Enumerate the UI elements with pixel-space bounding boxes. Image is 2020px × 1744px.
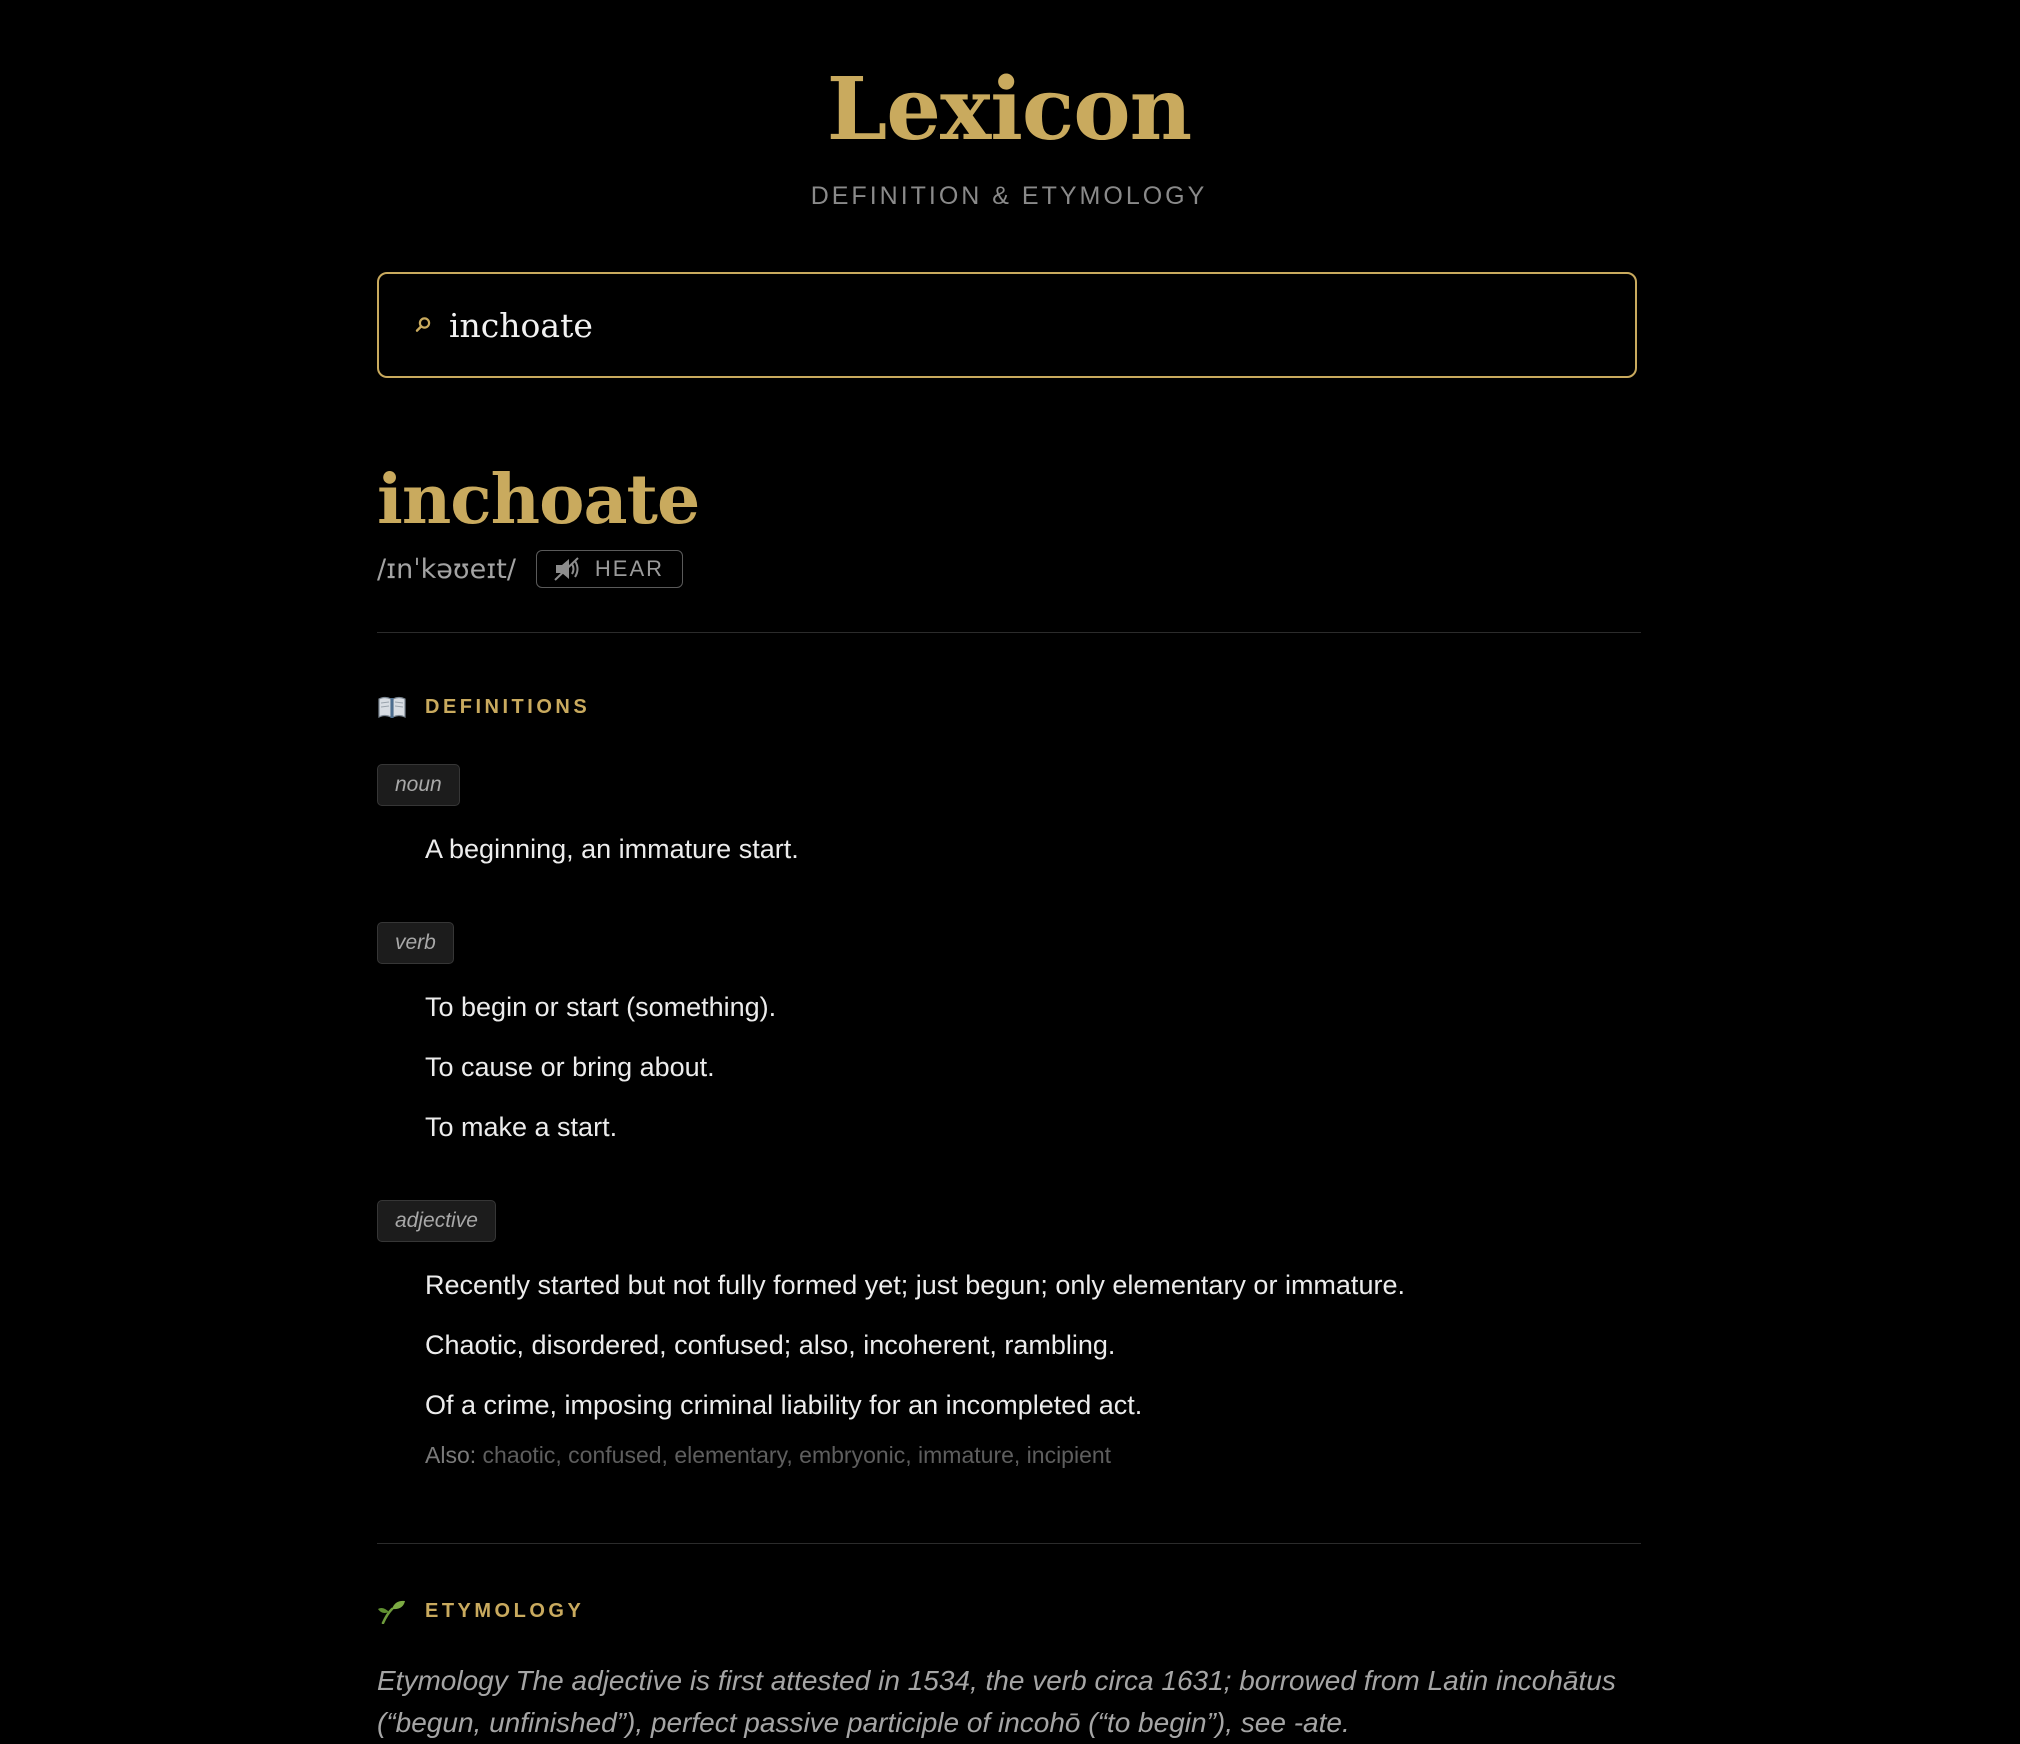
seedling-icon bbox=[377, 1598, 407, 1624]
pos-group-noun bbox=[377, 764, 1641, 866]
hear-label: HEAR bbox=[594, 556, 665, 581]
definition-item: A beginning, an immature start. bbox=[425, 834, 799, 864]
search-icon bbox=[413, 315, 433, 335]
definition-list bbox=[377, 990, 1641, 1144]
definition-item: Of a crime, imposing criminal liability for an incompleted act. bbox=[425, 1390, 1143, 1420]
definition-list bbox=[377, 832, 1641, 866]
search-box[interactable] bbox=[377, 272, 1637, 378]
pos-group-adjective bbox=[377, 1200, 1641, 1469]
search-input[interactable] bbox=[449, 306, 1635, 345]
app-subtitle: DEFINITION & ETYMOLOGY bbox=[810, 182, 1208, 210]
pos-group-verb bbox=[377, 922, 1641, 1144]
definition-item: To begin or start (something). bbox=[425, 992, 777, 1022]
etymology-label: ETYMOLOGY bbox=[425, 1599, 585, 1622]
phonetic-text: /ɪnˈkəʊeɪt/ bbox=[377, 553, 516, 585]
etymology-heading bbox=[377, 1598, 584, 1624]
pos-tag: noun bbox=[377, 764, 460, 806]
open-book-icon bbox=[377, 694, 407, 720]
divider bbox=[377, 632, 1641, 633]
definition-list bbox=[377, 1268, 1641, 1422]
pos-tag: adjective bbox=[377, 1200, 496, 1242]
app-header bbox=[377, 0, 1641, 211]
definition-item: To make a start. bbox=[425, 1112, 618, 1142]
divider bbox=[377, 1543, 1641, 1544]
app-title: Lexicon bbox=[826, 59, 1192, 160]
definitions-heading bbox=[377, 694, 590, 720]
pronunciation-row bbox=[377, 550, 683, 588]
definition-item: To cause or bring about. bbox=[425, 1052, 715, 1082]
also-label: Also: bbox=[425, 1442, 477, 1468]
lexicon-page bbox=[377, 0, 1641, 1738]
also-line bbox=[425, 1442, 1641, 1469]
entry-word: inchoate bbox=[377, 460, 700, 540]
etymology-text: Etymology The adjective is first attested in 1534, the verb circa 1631; borrowed from Latin incohātus (“begun, unfinished”), perfect passive participle of incohō (“to begin”), see -ate. bbox=[377, 1665, 1616, 1738]
also-words: chaotic, confused, elementary, embryonic, immature, incipient bbox=[482, 1442, 1112, 1468]
pos-tag: verb bbox=[377, 922, 454, 964]
hear-button[interactable] bbox=[536, 550, 683, 588]
definitions-label: DEFINITIONS bbox=[425, 695, 591, 718]
speaker-icon bbox=[553, 556, 583, 582]
definition-item: Recently started but not fully formed yet; just begun; only elementary or immature. bbox=[425, 1270, 1405, 1300]
definition-item: Chaotic, disordered, confused; also, incoherent, rambling. bbox=[425, 1330, 1116, 1360]
